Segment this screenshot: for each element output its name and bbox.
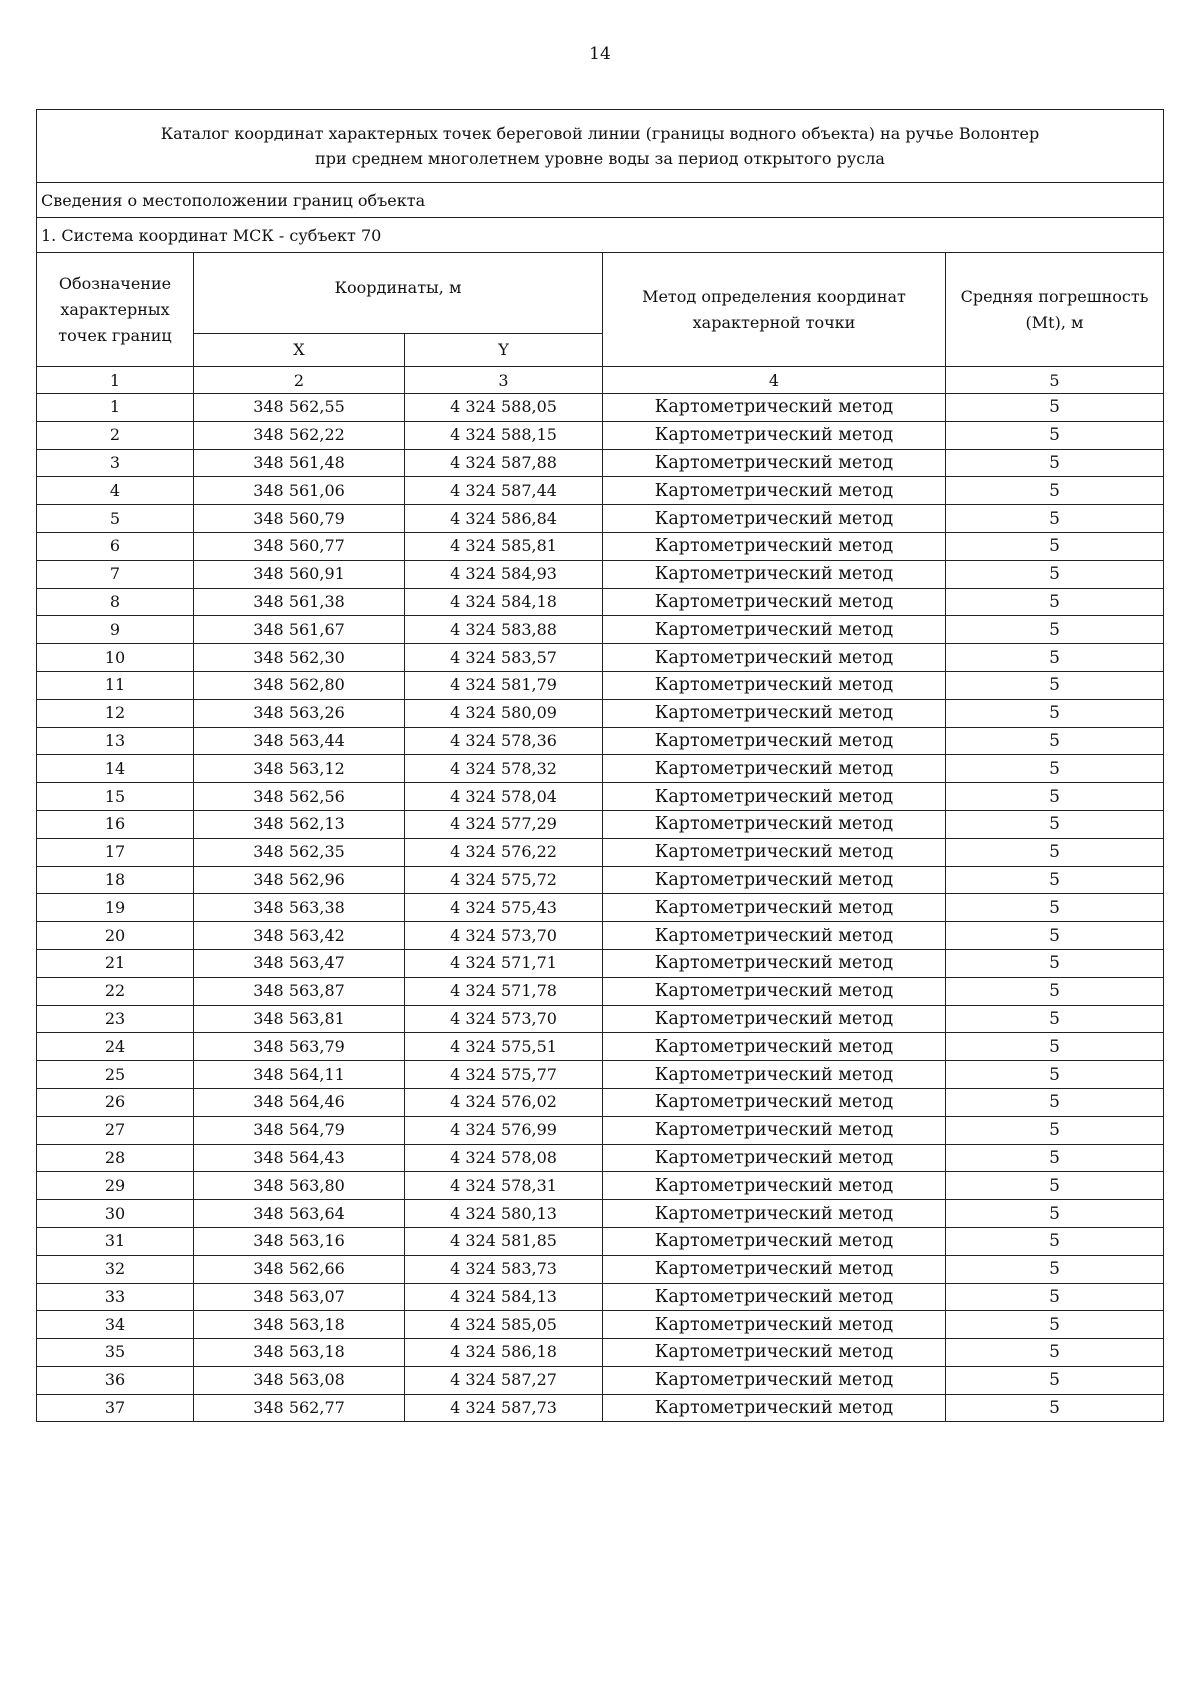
x-coordinate-cell: 348 564,43 [194, 1144, 405, 1172]
method-cell: Картометрический метод [603, 1088, 946, 1116]
table-row [37, 560, 1164, 588]
error-cell: 5 [946, 1200, 1164, 1228]
method-cell: Картометрический метод [603, 421, 946, 449]
error-cell: 5 [946, 560, 1164, 588]
error-cell: 5 [946, 1283, 1164, 1311]
table-row [37, 1339, 1164, 1367]
table-row [37, 1283, 1164, 1311]
point-number-cell: 33 [37, 1283, 194, 1311]
y-coordinate-cell: 4 324 571,78 [405, 977, 603, 1005]
y-coordinate-cell: 4 324 576,99 [405, 1116, 603, 1144]
error-cell: 5 [946, 1116, 1164, 1144]
y-coordinate-cell: 4 324 583,57 [405, 644, 603, 672]
y-coordinate-cell: 4 324 578,31 [405, 1172, 603, 1200]
table-row [37, 977, 1164, 1005]
method-cell: Картометрический метод [603, 1255, 946, 1283]
method-cell: Картометрический метод [603, 783, 946, 811]
table-row [37, 1172, 1164, 1200]
column-number: 4 [603, 367, 946, 394]
table-row [37, 532, 1164, 560]
y-coordinate-cell: 4 324 580,13 [405, 1200, 603, 1228]
x-coordinate-cell: 348 560,79 [194, 505, 405, 533]
title-line-2: при среднем многолетнем уровне воды за период открытого русла [315, 149, 885, 168]
table-row [37, 1061, 1164, 1089]
table-row [37, 1033, 1164, 1061]
method-cell: Картометрический метод [603, 699, 946, 727]
method-cell: Картометрический метод [603, 1144, 946, 1172]
table-row [37, 727, 1164, 755]
table-row [37, 616, 1164, 644]
x-coordinate-cell: 348 562,55 [194, 394, 405, 422]
table-row [37, 894, 1164, 922]
x-coordinate-cell: 348 564,79 [194, 1116, 405, 1144]
method-cell: Картометрический метод [603, 671, 946, 699]
point-number-cell: 19 [37, 894, 194, 922]
error-cell: 5 [946, 1172, 1164, 1200]
method-cell: Картометрический метод [603, 532, 946, 560]
method-cell: Картометрический метод [603, 1061, 946, 1089]
x-coordinate-cell: 348 563,47 [194, 949, 405, 977]
method-cell: Картометрический метод [603, 588, 946, 616]
point-number-cell: 34 [37, 1311, 194, 1339]
header-point-line-1: Обозначение [58, 273, 172, 293]
error-cell: 5 [946, 532, 1164, 560]
error-cell: 5 [946, 1394, 1164, 1422]
header-method-line-2: характерной точки [692, 312, 856, 332]
error-cell: 5 [946, 783, 1164, 811]
x-coordinate-cell: 348 560,77 [194, 532, 405, 560]
y-coordinate-cell: 4 324 587,88 [405, 449, 603, 477]
x-coordinate-cell: 348 562,35 [194, 838, 405, 866]
y-coordinate-cell: 4 324 587,27 [405, 1366, 603, 1394]
point-number-cell: 1 [37, 394, 194, 422]
error-cell: 5 [946, 894, 1164, 922]
y-coordinate-cell: 4 324 576,22 [405, 838, 603, 866]
column-number: 3 [405, 367, 603, 394]
method-cell: Картометрический метод [603, 616, 946, 644]
point-number-cell: 24 [37, 1033, 194, 1061]
header-x: X [194, 334, 405, 367]
method-cell: Картометрический метод [603, 1311, 946, 1339]
table-row [37, 1088, 1164, 1116]
x-coordinate-cell: 348 563,26 [194, 699, 405, 727]
table-row [37, 1366, 1164, 1394]
method-cell: Картометрический метод [603, 1033, 946, 1061]
title-line-1: Каталог координат характерных точек береговой линии (границы водного объекта) на ручье Волонтер [160, 124, 1040, 143]
table-row [37, 1200, 1164, 1228]
point-number-cell: 12 [37, 699, 194, 727]
header-point-line-2: характерных [60, 299, 170, 319]
table-title [37, 110, 1164, 183]
column-number: 2 [194, 367, 405, 394]
y-coordinate-cell: 4 324 571,71 [405, 949, 603, 977]
y-coordinate-cell: 4 324 578,04 [405, 783, 603, 811]
y-coordinate-cell: 4 324 575,43 [405, 894, 603, 922]
x-coordinate-cell: 348 562,56 [194, 783, 405, 811]
y-coordinate-cell: 4 324 577,29 [405, 810, 603, 838]
error-cell: 5 [946, 949, 1164, 977]
title-row [37, 110, 1164, 183]
error-cell: 5 [946, 1005, 1164, 1033]
header-error-line-2: (Mt), м [1025, 312, 1084, 332]
y-coordinate-cell: 4 324 573,70 [405, 1005, 603, 1033]
x-coordinate-cell: 348 562,80 [194, 671, 405, 699]
x-coordinate-cell: 348 563,12 [194, 755, 405, 783]
error-cell: 5 [946, 449, 1164, 477]
error-cell: 5 [946, 810, 1164, 838]
point-number-cell: 3 [37, 449, 194, 477]
page-number: 14 [589, 44, 611, 64]
table-row [37, 838, 1164, 866]
point-number-cell: 29 [37, 1172, 194, 1200]
error-cell: 5 [946, 838, 1164, 866]
error-cell: 5 [946, 1033, 1164, 1061]
y-coordinate-cell: 4 324 588,15 [405, 421, 603, 449]
method-cell: Картометрический метод [603, 810, 946, 838]
point-number-cell: 14 [37, 755, 194, 783]
table-row [37, 671, 1164, 699]
y-coordinate-cell: 4 324 575,51 [405, 1033, 603, 1061]
x-coordinate-cell: 348 561,06 [194, 477, 405, 505]
x-coordinate-cell: 348 563,42 [194, 922, 405, 950]
table-row [37, 421, 1164, 449]
point-number-cell: 36 [37, 1366, 194, 1394]
method-cell: Картометрический метод [603, 727, 946, 755]
method-cell: Картометрический метод [603, 755, 946, 783]
method-cell: Картометрический метод [603, 922, 946, 950]
header-y: Y [405, 334, 603, 367]
header-method-line-1: Метод определения координат [642, 286, 906, 306]
point-number-cell: 11 [37, 671, 194, 699]
x-coordinate-cell: 348 564,11 [194, 1061, 405, 1089]
method-cell: Картометрический метод [603, 505, 946, 533]
point-number-cell: 4 [37, 477, 194, 505]
method-cell: Картометрический метод [603, 1366, 946, 1394]
x-coordinate-cell: 348 562,30 [194, 644, 405, 672]
error-cell: 5 [946, 616, 1164, 644]
method-cell: Картометрический метод [603, 1394, 946, 1422]
point-number-cell: 35 [37, 1339, 194, 1367]
y-coordinate-cell: 4 324 584,13 [405, 1283, 603, 1311]
info-row [37, 183, 1164, 218]
y-coordinate-cell: 4 324 586,84 [405, 505, 603, 533]
column-number-row [37, 367, 1164, 394]
method-cell: Картометрический метод [603, 838, 946, 866]
y-coordinate-cell: 4 324 583,73 [405, 1255, 603, 1283]
y-coordinate-cell: 4 324 578,36 [405, 727, 603, 755]
header-error-line-1: Средняя погрешность [960, 286, 1149, 306]
table-row [37, 644, 1164, 672]
x-coordinate-cell: 348 563,07 [194, 1283, 405, 1311]
x-coordinate-cell: 348 563,87 [194, 977, 405, 1005]
y-coordinate-cell: 4 324 585,81 [405, 532, 603, 560]
point-number-cell: 5 [37, 505, 194, 533]
error-cell: 5 [946, 644, 1164, 672]
error-cell: 5 [946, 588, 1164, 616]
column-number: 1 [37, 367, 194, 394]
error-cell: 5 [946, 922, 1164, 950]
x-coordinate-cell: 348 563,44 [194, 727, 405, 755]
error-cell: 5 [946, 755, 1164, 783]
method-cell: Картометрический метод [603, 977, 946, 1005]
y-coordinate-cell: 4 324 584,93 [405, 560, 603, 588]
method-cell: Картометрический метод [603, 560, 946, 588]
x-coordinate-cell: 348 563,64 [194, 1200, 405, 1228]
point-number-cell: 26 [37, 1088, 194, 1116]
header-coordinates: Координаты, м [194, 253, 603, 334]
table-row [37, 1255, 1164, 1283]
table-row [37, 922, 1164, 950]
point-number-cell: 27 [37, 1116, 194, 1144]
y-coordinate-cell: 4 324 578,32 [405, 755, 603, 783]
y-coordinate-cell: 4 324 581,79 [405, 671, 603, 699]
x-coordinate-cell: 348 562,96 [194, 866, 405, 894]
header-method [603, 253, 946, 367]
error-cell: 5 [946, 1311, 1164, 1339]
error-cell: 5 [946, 866, 1164, 894]
point-number-cell: 21 [37, 949, 194, 977]
method-cell: Картометрический метод [603, 449, 946, 477]
error-cell: 5 [946, 505, 1164, 533]
table-row [37, 1394, 1164, 1422]
table-row [37, 1005, 1164, 1033]
point-number-cell: 16 [37, 810, 194, 838]
method-cell: Картометрический метод [603, 1339, 946, 1367]
point-number-cell: 10 [37, 644, 194, 672]
method-cell: Картометрический метод [603, 949, 946, 977]
y-coordinate-cell: 4 324 573,70 [405, 922, 603, 950]
x-coordinate-cell: 348 563,79 [194, 1033, 405, 1061]
error-cell: 5 [946, 421, 1164, 449]
table-row [37, 949, 1164, 977]
point-number-cell: 31 [37, 1227, 194, 1255]
y-coordinate-cell: 4 324 585,05 [405, 1311, 603, 1339]
table-row [37, 505, 1164, 533]
x-coordinate-cell: 348 563,16 [194, 1227, 405, 1255]
method-cell: Картометрический метод [603, 1227, 946, 1255]
error-cell: 5 [946, 977, 1164, 1005]
y-coordinate-cell: 4 324 583,88 [405, 616, 603, 644]
header-point-designation [37, 253, 194, 367]
table-row [37, 810, 1164, 838]
table-row [37, 755, 1164, 783]
x-coordinate-cell: 348 564,46 [194, 1088, 405, 1116]
method-cell: Картометрический метод [603, 1200, 946, 1228]
coordinate-system: 1. Система координат МСК - субъект 70 [37, 218, 1164, 253]
error-cell: 5 [946, 671, 1164, 699]
table-row [37, 1227, 1164, 1255]
point-number-cell: 7 [37, 560, 194, 588]
x-coordinate-cell: 348 562,13 [194, 810, 405, 838]
point-number-cell: 23 [37, 1005, 194, 1033]
y-coordinate-cell: 4 324 586,18 [405, 1339, 603, 1367]
x-coordinate-cell: 348 563,18 [194, 1311, 405, 1339]
y-coordinate-cell: 4 324 581,85 [405, 1227, 603, 1255]
point-number-cell: 18 [37, 866, 194, 894]
error-cell: 5 [946, 477, 1164, 505]
x-coordinate-cell: 348 563,81 [194, 1005, 405, 1033]
table-row [37, 449, 1164, 477]
point-number-cell: 32 [37, 1255, 194, 1283]
column-number: 5 [946, 367, 1164, 394]
error-cell: 5 [946, 1227, 1164, 1255]
x-coordinate-cell: 348 563,80 [194, 1172, 405, 1200]
point-number-cell: 28 [37, 1144, 194, 1172]
error-cell: 5 [946, 1339, 1164, 1367]
method-cell: Картометрический метод [603, 1172, 946, 1200]
x-coordinate-cell: 348 562,22 [194, 421, 405, 449]
error-cell: 5 [946, 1061, 1164, 1089]
point-number-cell: 30 [37, 1200, 194, 1228]
y-coordinate-cell: 4 324 584,18 [405, 588, 603, 616]
table-row [37, 866, 1164, 894]
x-coordinate-cell: 348 563,38 [194, 894, 405, 922]
point-number-cell: 13 [37, 727, 194, 755]
point-number-cell: 22 [37, 977, 194, 1005]
system-row [37, 218, 1164, 253]
error-cell: 5 [946, 699, 1164, 727]
x-coordinate-cell: 348 563,18 [194, 1339, 405, 1367]
error-cell: 5 [946, 1366, 1164, 1394]
coordinate-catalog-table [36, 109, 1164, 1422]
y-coordinate-cell: 4 324 587,73 [405, 1394, 603, 1422]
method-cell: Картометрический метод [603, 644, 946, 672]
table-row [37, 588, 1164, 616]
error-cell: 5 [946, 1144, 1164, 1172]
point-number-cell: 17 [37, 838, 194, 866]
table-row [37, 394, 1164, 422]
error-cell: 5 [946, 394, 1164, 422]
y-coordinate-cell: 4 324 580,09 [405, 699, 603, 727]
point-number-cell: 2 [37, 421, 194, 449]
x-coordinate-cell: 348 562,77 [194, 1394, 405, 1422]
point-number-cell: 25 [37, 1061, 194, 1089]
x-coordinate-cell: 348 561,38 [194, 588, 405, 616]
header-row [37, 253, 1164, 334]
table-row [37, 783, 1164, 811]
x-coordinate-cell: 348 562,66 [194, 1255, 405, 1283]
table-row [37, 699, 1164, 727]
location-info: Сведения о местоположении границ объекта [37, 183, 1164, 218]
y-coordinate-cell: 4 324 588,05 [405, 394, 603, 422]
method-cell: Картометрический метод [603, 866, 946, 894]
x-coordinate-cell: 348 563,08 [194, 1366, 405, 1394]
method-cell: Картометрический метод [603, 1005, 946, 1033]
error-cell: 5 [946, 1088, 1164, 1116]
header-point-line-3: точек границ [58, 325, 172, 345]
y-coordinate-cell: 4 324 575,77 [405, 1061, 603, 1089]
y-coordinate-cell: 4 324 587,44 [405, 477, 603, 505]
point-number-cell: 20 [37, 922, 194, 950]
method-cell: Картометрический метод [603, 1283, 946, 1311]
method-cell: Картометрический метод [603, 1116, 946, 1144]
table-row [37, 477, 1164, 505]
y-coordinate-cell: 4 324 575,72 [405, 866, 603, 894]
error-cell: 5 [946, 727, 1164, 755]
y-coordinate-cell: 4 324 576,02 [405, 1088, 603, 1116]
header-error [946, 253, 1164, 367]
error-cell: 5 [946, 1255, 1164, 1283]
table-row [37, 1116, 1164, 1144]
point-number-cell: 37 [37, 1394, 194, 1422]
method-cell: Картометрический метод [603, 894, 946, 922]
point-number-cell: 8 [37, 588, 194, 616]
table-row [37, 1144, 1164, 1172]
y-coordinate-cell: 4 324 578,08 [405, 1144, 603, 1172]
point-number-cell: 9 [37, 616, 194, 644]
point-number-cell: 6 [37, 532, 194, 560]
method-cell: Картометрический метод [603, 394, 946, 422]
x-coordinate-cell: 348 561,67 [194, 616, 405, 644]
point-number-cell: 15 [37, 783, 194, 811]
x-coordinate-cell: 348 560,91 [194, 560, 405, 588]
x-coordinate-cell: 348 561,48 [194, 449, 405, 477]
table-row [37, 1311, 1164, 1339]
method-cell: Картометрический метод [603, 477, 946, 505]
